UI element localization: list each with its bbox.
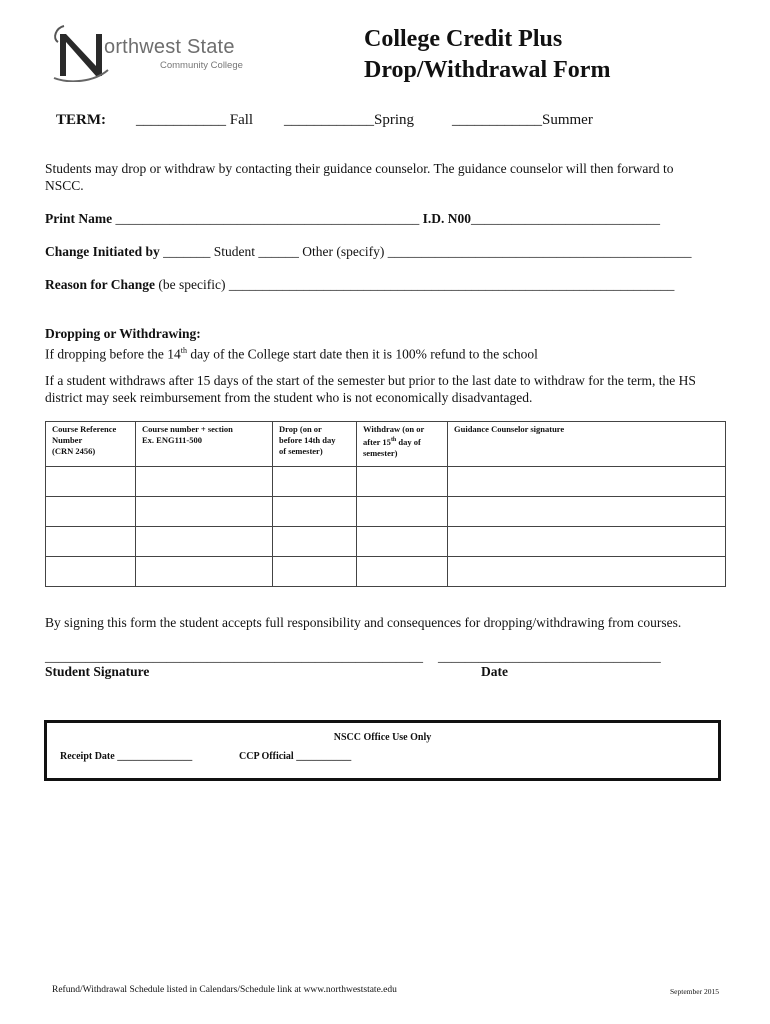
college-logo bbox=[50, 20, 260, 82]
logo-n-mark-icon bbox=[50, 20, 112, 82]
print-name-label: Print Name bbox=[45, 211, 113, 226]
dropping-heading: Dropping or Withdrawing: bbox=[45, 326, 201, 341]
id-label: I.D. N00 bbox=[422, 211, 471, 226]
office-use-box bbox=[44, 720, 721, 781]
term-label: TERM: bbox=[56, 112, 106, 128]
withdraw-cell[interactable] bbox=[357, 497, 448, 527]
intro-text: Students may drop or withdraw by contacting their guidance counselor. The guidance counselor will then forward to NSCC. bbox=[45, 161, 674, 193]
withdraw-paragraph: If a student withdraws after 15 days of the start of the semester but prior to the last date to withdraw for the term, the HS district may seek reimbursement from the student who is not economically disadvantaged. bbox=[45, 373, 696, 405]
course-number-cell[interactable] bbox=[136, 497, 273, 527]
id-field[interactable]: ____________________________ bbox=[471, 211, 660, 226]
course-number-cell[interactable] bbox=[136, 557, 273, 587]
refund-line-pre: If dropping before the 14 bbox=[45, 346, 181, 362]
table-row bbox=[46, 497, 726, 527]
crn-cell[interactable] bbox=[46, 527, 136, 557]
term-row bbox=[56, 112, 676, 132]
footer-schedule-note: Refund/Withdrawal Schedule listed in Calendars/Schedule link at www.northweststate.edu bbox=[52, 985, 397, 995]
crn-cell[interactable] bbox=[46, 557, 136, 587]
footer-date: September 2015 bbox=[670, 987, 719, 996]
office-use-header: NSCC Office Use Only bbox=[333, 732, 432, 743]
accept-statement: By signing this form the student accepts full responsibility and consequences for dropping/withdrawing from courses. bbox=[45, 615, 682, 630]
drop-cell[interactable] bbox=[273, 467, 357, 497]
header-course-number: Course number + section Ex. ENG111-500 bbox=[136, 422, 273, 467]
ccp-official-field[interactable]: CCP Official ___________ bbox=[239, 751, 352, 762]
change-initiated-row bbox=[45, 243, 692, 260]
table-row bbox=[46, 467, 726, 497]
counselor-signature-cell[interactable] bbox=[448, 497, 726, 527]
change-initiated-field[interactable]: _______ Student ______ Other (specify) _____________________________________________ bbox=[163, 244, 692, 259]
table-row bbox=[46, 527, 726, 557]
print-name-row bbox=[45, 210, 660, 227]
drop-cell[interactable] bbox=[273, 527, 357, 557]
withdraw-cell[interactable] bbox=[357, 557, 448, 587]
receipt-date-field[interactable]: Receipt Date _______________ bbox=[60, 751, 193, 762]
course-table bbox=[45, 421, 726, 587]
drop-cell[interactable] bbox=[273, 497, 357, 527]
crn-cell[interactable] bbox=[46, 467, 136, 497]
form-title-line1: College Credit Plus bbox=[364, 26, 563, 52]
form-title bbox=[364, 24, 610, 86]
table-row bbox=[46, 557, 726, 587]
counselor-signature-cell[interactable] bbox=[448, 467, 726, 497]
counselor-signature-cell[interactable] bbox=[448, 557, 726, 587]
form-title-line2: Drop/Withdrawal Form bbox=[364, 57, 611, 83]
course-number-cell[interactable] bbox=[136, 467, 273, 497]
header-withdraw: Withdraw (on or after 15th day of semester) bbox=[357, 422, 448, 467]
term-fall-field[interactable]: ____________ Fall bbox=[136, 112, 254, 128]
refund-line-post: day of the College start date then it is 100% refund to the school bbox=[186, 346, 538, 362]
logo-brand-text: orthwest State bbox=[104, 36, 235, 58]
print-name-field[interactable]: _____________________________________________ bbox=[115, 211, 420, 226]
header-counselor-signature: Guidance Counselor signature bbox=[448, 422, 726, 467]
student-signature-line[interactable]: ________________________________________________________ bbox=[45, 649, 423, 664]
counselor-signature-cell[interactable] bbox=[448, 527, 726, 557]
course-number-cell[interactable] bbox=[136, 527, 273, 557]
withdraw-cell[interactable] bbox=[357, 467, 448, 497]
reason-field[interactable]: (be specific) __________________________________________________________________ bbox=[158, 277, 675, 292]
course-table-header bbox=[46, 422, 726, 467]
drop-cell[interactable] bbox=[273, 557, 357, 587]
change-initiated-label: Change Initiated by bbox=[45, 244, 160, 259]
withdraw-cell[interactable] bbox=[357, 527, 448, 557]
term-spring-field[interactable]: ____________Spring bbox=[284, 112, 415, 128]
student-signature-label: Student Signature bbox=[45, 664, 150, 679]
header-crn: Course Reference Number (CRN 2456) bbox=[46, 422, 136, 467]
crn-cell[interactable] bbox=[46, 497, 136, 527]
logo-tagline: Community College bbox=[160, 60, 243, 71]
reason-label: Reason for Change bbox=[45, 277, 156, 292]
term-summer-field[interactable]: ____________Summer bbox=[452, 112, 593, 128]
header-drop: Drop (on or before 14th day of semester) bbox=[273, 422, 357, 467]
refund-line-sup: th bbox=[180, 346, 187, 355]
reason-row bbox=[45, 276, 674, 293]
dropping-refund-line bbox=[45, 342, 538, 363]
date-label: Date bbox=[481, 664, 508, 679]
date-line[interactable]: _________________________________ bbox=[438, 649, 661, 664]
